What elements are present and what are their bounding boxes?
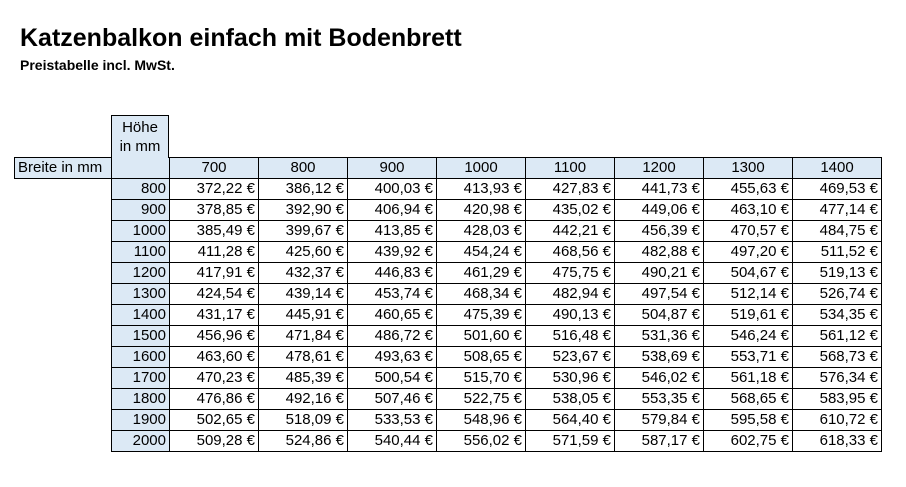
price-cell: 477,14 € xyxy=(793,200,882,221)
price-cell: 546,24 € xyxy=(704,326,793,347)
price-cell: 492,16 € xyxy=(259,389,348,410)
price-cell: 455,63 € xyxy=(704,179,793,200)
price-cell: 411,28 € xyxy=(170,242,259,263)
price-cell: 468,56 € xyxy=(526,242,615,263)
row-header-2000: 2000 xyxy=(112,431,170,452)
price-cell: 579,84 € xyxy=(615,410,704,431)
table-row xyxy=(15,242,882,263)
row-spacer xyxy=(15,179,112,200)
column-header-900: 900 xyxy=(348,158,437,179)
price-cell: 413,93 € xyxy=(437,179,526,200)
table-row xyxy=(15,179,882,200)
price-cell: 417,91 € xyxy=(170,263,259,284)
price-cell: 468,34 € xyxy=(437,284,526,305)
price-cell: 546,02 € xyxy=(615,368,704,389)
table-row xyxy=(15,347,882,368)
price-cell: 475,75 € xyxy=(526,263,615,284)
price-cell: 482,88 € xyxy=(615,242,704,263)
table-row xyxy=(15,326,882,347)
price-cell: 486,72 € xyxy=(348,326,437,347)
price-cell: 372,22 € xyxy=(170,179,259,200)
price-cell: 564,40 € xyxy=(526,410,615,431)
price-cell: 531,36 € xyxy=(615,326,704,347)
table-row xyxy=(15,221,882,242)
price-cell: 463,60 € xyxy=(170,347,259,368)
price-cell: 561,18 € xyxy=(704,368,793,389)
price-cell: 420,98 € xyxy=(437,200,526,221)
row-header-1700: 1700 xyxy=(112,368,170,389)
row-header-1400: 1400 xyxy=(112,305,170,326)
price-cell: 509,28 € xyxy=(170,431,259,452)
table-row xyxy=(15,284,882,305)
price-cell: 602,75 € xyxy=(704,431,793,452)
price-cell: 484,75 € xyxy=(793,221,882,242)
price-cell: 456,96 € xyxy=(170,326,259,347)
price-cell: 610,72 € xyxy=(793,410,882,431)
row-spacer xyxy=(15,389,112,410)
price-cell: 439,92 € xyxy=(348,242,437,263)
price-cell: 453,74 € xyxy=(348,284,437,305)
price-cell: 449,06 € xyxy=(615,200,704,221)
price-cell: 587,17 € xyxy=(615,431,704,452)
row-spacer xyxy=(15,305,112,326)
price-cell: 571,59 € xyxy=(526,431,615,452)
row-spacer xyxy=(15,326,112,347)
price-cell: 470,57 € xyxy=(704,221,793,242)
page-title: Katzenbalkon einfach mit Bodenbrett xyxy=(20,24,462,52)
price-cell: 568,73 € xyxy=(793,347,882,368)
height-label-line2: in mm xyxy=(119,138,161,155)
price-cell: 538,69 € xyxy=(615,347,704,368)
row-header-800: 800 xyxy=(112,179,170,200)
price-cell: 471,84 € xyxy=(259,326,348,347)
table-row xyxy=(15,200,882,221)
price-cell: 556,02 € xyxy=(437,431,526,452)
row-spacer xyxy=(15,431,112,452)
price-cell: 502,65 € xyxy=(170,410,259,431)
row-spacer xyxy=(15,368,112,389)
table-row xyxy=(15,305,882,326)
price-cell: 490,13 € xyxy=(526,305,615,326)
price-cell: 511,52 € xyxy=(793,242,882,263)
price-cell: 461,29 € xyxy=(437,263,526,284)
price-cell: 493,63 € xyxy=(348,347,437,368)
table-row xyxy=(15,368,882,389)
price-cell: 553,35 € xyxy=(615,389,704,410)
price-cell: 485,39 € xyxy=(259,368,348,389)
price-cell: 442,21 € xyxy=(526,221,615,242)
price-cell: 454,24 € xyxy=(437,242,526,263)
price-cell: 500,54 € xyxy=(348,368,437,389)
price-cell: 519,13 € xyxy=(793,263,882,284)
row-header-1600: 1600 xyxy=(112,347,170,368)
row-header-1200: 1200 xyxy=(112,263,170,284)
price-cell: 400,03 € xyxy=(348,179,437,200)
price-cell: 392,90 € xyxy=(259,200,348,221)
row-header-1300: 1300 xyxy=(112,284,170,305)
price-cell: 618,33 € xyxy=(793,431,882,452)
price-cell: 432,37 € xyxy=(259,263,348,284)
price-cell: 463,10 € xyxy=(704,200,793,221)
price-cell: 427,83 € xyxy=(526,179,615,200)
price-cell: 507,46 € xyxy=(348,389,437,410)
price-cell: 518,09 € xyxy=(259,410,348,431)
price-cell: 533,53 € xyxy=(348,410,437,431)
table-row xyxy=(15,410,882,431)
price-cell: 568,65 € xyxy=(704,389,793,410)
row-header-1800: 1800 xyxy=(112,389,170,410)
price-cell: 470,23 € xyxy=(170,368,259,389)
table-row xyxy=(15,389,882,410)
column-header-800: 800 xyxy=(259,158,348,179)
price-cell: 526,74 € xyxy=(793,284,882,305)
width-axis-label: Breite in mm xyxy=(15,158,112,179)
price-cell: 445,91 € xyxy=(259,305,348,326)
row-header-1900: 1900 xyxy=(112,410,170,431)
price-cell: 576,34 € xyxy=(793,368,882,389)
column-header-1400: 1400 xyxy=(793,158,882,179)
price-cell: 399,67 € xyxy=(259,221,348,242)
row-header-900: 900 xyxy=(112,200,170,221)
height-axis-label xyxy=(111,115,169,158)
price-cell: 561,12 € xyxy=(793,326,882,347)
price-cell: 439,14 € xyxy=(259,284,348,305)
price-cell: 378,85 € xyxy=(170,200,259,221)
price-cell: 504,67 € xyxy=(704,263,793,284)
price-cell: 424,54 € xyxy=(170,284,259,305)
column-header-row xyxy=(15,158,882,179)
price-cell: 523,67 € xyxy=(526,347,615,368)
height-label-line1: Höhe xyxy=(122,119,158,136)
price-cell: 504,87 € xyxy=(615,305,704,326)
corner-cell xyxy=(112,158,170,179)
price-cell: 385,49 € xyxy=(170,221,259,242)
price-cell: 530,96 € xyxy=(526,368,615,389)
price-cell: 460,65 € xyxy=(348,305,437,326)
price-cell: 476,86 € xyxy=(170,389,259,410)
price-cell: 478,61 € xyxy=(259,347,348,368)
price-cell: 519,61 € xyxy=(704,305,793,326)
column-header-1300: 1300 xyxy=(704,158,793,179)
price-cell: 522,75 € xyxy=(437,389,526,410)
price-cell: 540,44 € xyxy=(348,431,437,452)
price-cell: 428,03 € xyxy=(437,221,526,242)
price-cell: 583,95 € xyxy=(793,389,882,410)
row-spacer xyxy=(15,242,112,263)
price-cell: 524,86 € xyxy=(259,431,348,452)
price-cell: 497,54 € xyxy=(615,284,704,305)
price-table-body xyxy=(15,158,882,452)
column-header-1000: 1000 xyxy=(437,158,526,179)
column-header-1100: 1100 xyxy=(526,158,615,179)
row-spacer xyxy=(15,284,112,305)
price-cell: 386,12 € xyxy=(259,179,348,200)
price-cell: 431,17 € xyxy=(170,305,259,326)
price-cell: 534,35 € xyxy=(793,305,882,326)
price-cell: 490,21 € xyxy=(615,263,704,284)
row-spacer xyxy=(15,221,112,242)
page-subtitle: Preistabelle incl. MwSt. xyxy=(20,57,175,73)
price-cell: 538,05 € xyxy=(526,389,615,410)
column-header-1200: 1200 xyxy=(615,158,704,179)
table-row xyxy=(15,263,882,284)
price-cell: 516,48 € xyxy=(526,326,615,347)
price-cell: 508,65 € xyxy=(437,347,526,368)
price-cell: 475,39 € xyxy=(437,305,526,326)
price-cell: 497,20 € xyxy=(704,242,793,263)
price-cell: 469,53 € xyxy=(793,179,882,200)
price-cell: 512,14 € xyxy=(704,284,793,305)
price-cell: 435,02 € xyxy=(526,200,615,221)
row-header-1100: 1100 xyxy=(112,242,170,263)
row-spacer xyxy=(15,410,112,431)
price-cell: 595,58 € xyxy=(704,410,793,431)
row-spacer xyxy=(15,200,112,221)
table-row xyxy=(15,431,882,452)
price-cell: 406,94 € xyxy=(348,200,437,221)
price-table xyxy=(14,157,882,452)
column-header-700: 700 xyxy=(170,158,259,179)
row-spacer xyxy=(15,263,112,284)
price-cell: 456,39 € xyxy=(615,221,704,242)
price-cell: 482,94 € xyxy=(526,284,615,305)
price-cell: 553,71 € xyxy=(704,347,793,368)
row-spacer xyxy=(15,347,112,368)
price-cell: 425,60 € xyxy=(259,242,348,263)
price-cell: 413,85 € xyxy=(348,221,437,242)
row-header-1500: 1500 xyxy=(112,326,170,347)
price-cell: 446,83 € xyxy=(348,263,437,284)
price-cell: 441,73 € xyxy=(615,179,704,200)
row-header-1000: 1000 xyxy=(112,221,170,242)
price-cell: 548,96 € xyxy=(437,410,526,431)
price-cell: 515,70 € xyxy=(437,368,526,389)
price-cell: 501,60 € xyxy=(437,326,526,347)
